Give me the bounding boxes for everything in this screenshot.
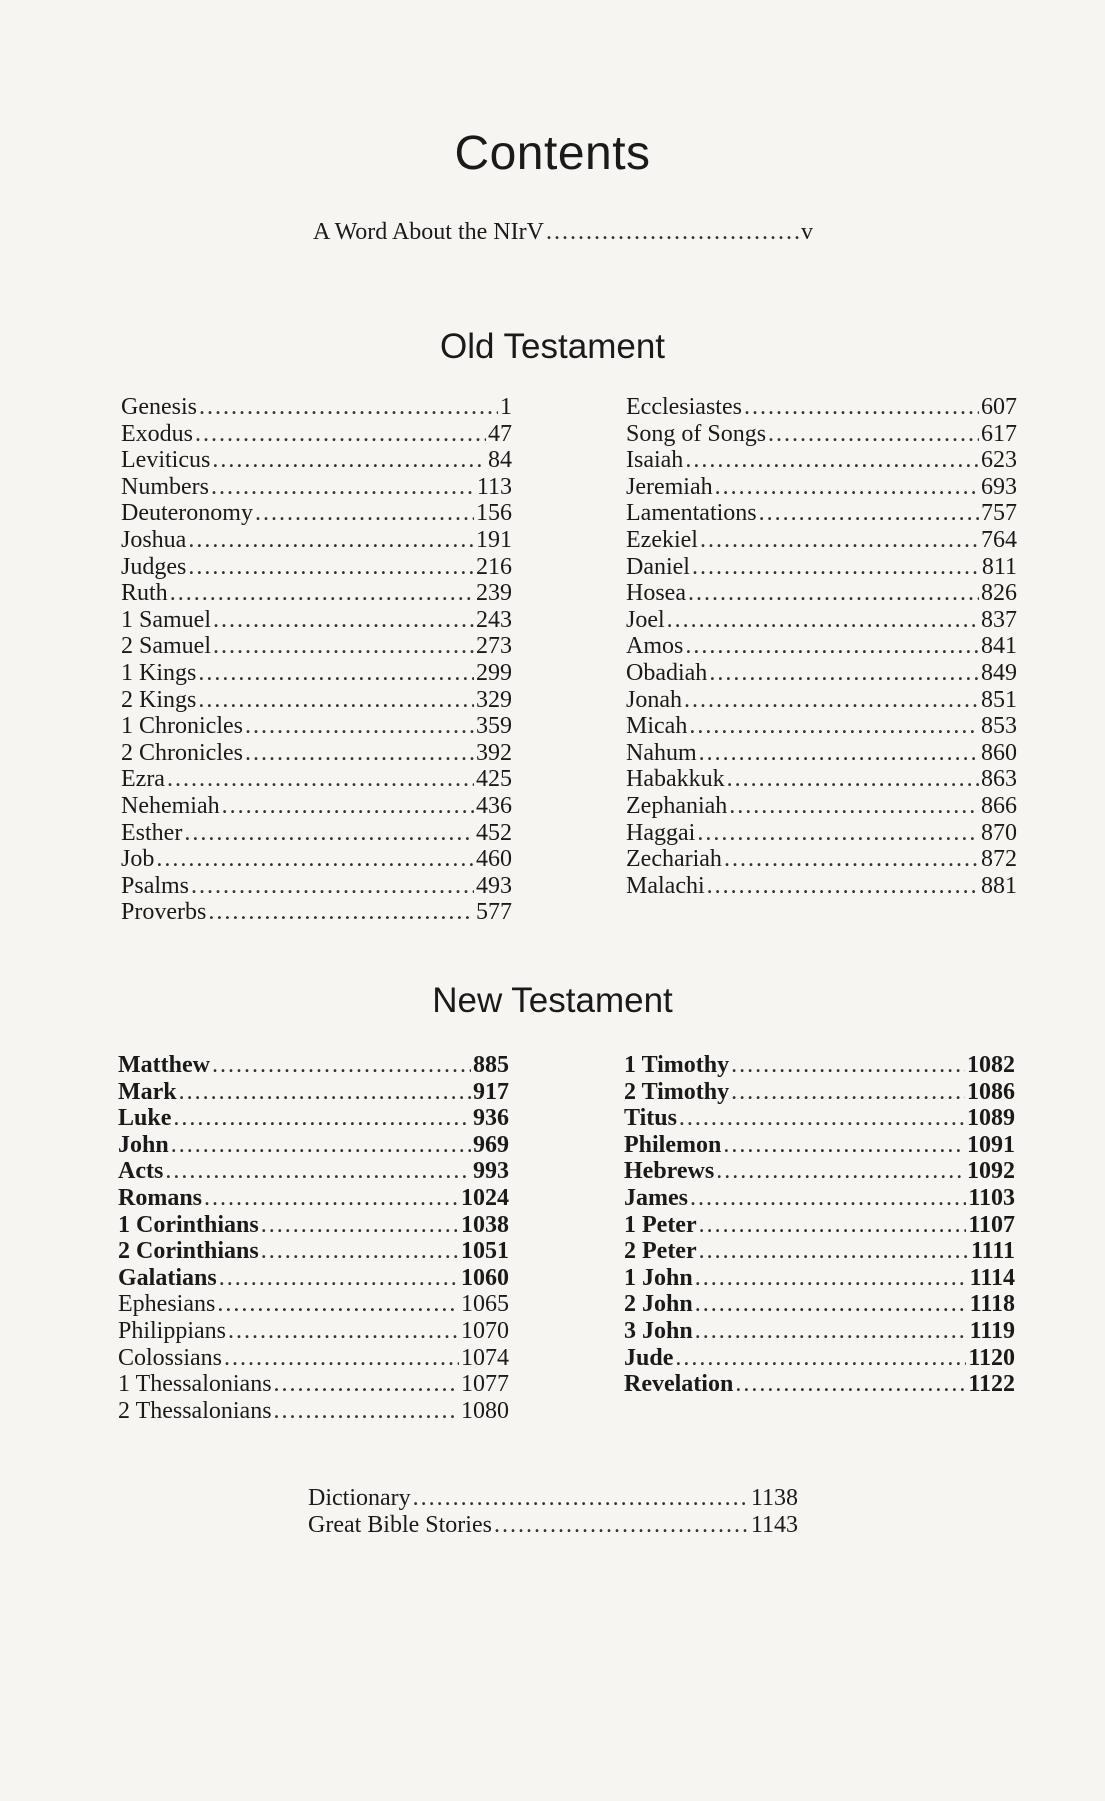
- toc-entry-name: Obadiah: [626, 659, 708, 686]
- toc-entry-name: 2 Chronicles: [121, 739, 243, 766]
- toc-entry[interactable]: [624, 1132, 1015, 1158]
- toc-leader-dots: [729, 793, 979, 819]
- toc-entry-page: 693: [981, 473, 1017, 500]
- toc-entry[interactable]: [118, 1291, 509, 1317]
- toc-entry[interactable]: [121, 713, 512, 739]
- toc-entry-page: 1051: [461, 1238, 509, 1265]
- toc-entry-page: 1077: [461, 1371, 509, 1398]
- toc-entry-name: 2 Thessalonians: [118, 1397, 272, 1424]
- toc-entry-name: Ephesians: [118, 1291, 216, 1318]
- toc-entry-name: 1 Corinthians: [118, 1211, 259, 1238]
- toc-leader-dots: [692, 554, 980, 580]
- toc-leader-dots: [204, 1185, 459, 1211]
- toc-entry-name: Leviticus: [121, 447, 211, 474]
- toc-entry[interactable]: [118, 1398, 509, 1424]
- toc-entry-page: 936: [473, 1105, 509, 1132]
- toc-entry[interactable]: [118, 1371, 509, 1397]
- toc-entry-name: Jonah: [626, 686, 682, 713]
- toc-entry-page: 239: [476, 580, 512, 607]
- toc-entry-name: 2 Kings: [121, 686, 197, 713]
- toc-entry-name: Titus: [624, 1105, 677, 1132]
- new-testament-left-column: [118, 1052, 509, 1424]
- toc-entry-page: 1114: [969, 1264, 1015, 1291]
- toc-entry[interactable]: [121, 554, 512, 580]
- toc-entry-name: 1 John: [624, 1264, 693, 1291]
- toc-entry-name: Judges: [121, 553, 187, 580]
- toc-entry-name: 2 Corinthians: [118, 1238, 259, 1265]
- toc-entry[interactable]: [626, 687, 1017, 713]
- toc-entry[interactable]: [121, 607, 512, 633]
- toc-entry-page: 841: [981, 633, 1017, 660]
- toc-entry-page: 1119: [969, 1317, 1015, 1344]
- toc-entry[interactable]: [626, 713, 1017, 739]
- toc-entry-name: Nehemiah: [121, 792, 220, 819]
- toc-entry-name: Zechariah: [626, 846, 722, 873]
- toc-leader-dots: [727, 766, 979, 792]
- toc-leader-dots: [208, 899, 474, 925]
- toc-leader-dots: [695, 1318, 968, 1344]
- toc-leader-dots: [699, 740, 979, 766]
- toc-entry-page: 577: [476, 899, 512, 926]
- toc-leader-dots: [255, 500, 474, 526]
- toc-entry[interactable]: [624, 1158, 1015, 1184]
- toc-entry-name: 2 Peter: [624, 1238, 697, 1265]
- toc-leader-dots: [735, 1371, 966, 1397]
- toc-leader-dots: [690, 1185, 966, 1211]
- toc-entry-page: 47: [488, 420, 512, 447]
- toc-entry-page: 1086: [967, 1078, 1015, 1105]
- toc-entry-page: 156: [476, 500, 512, 527]
- toc-leader-dots: [222, 793, 474, 819]
- toc-leader-dots: [245, 713, 474, 739]
- toc-entry-page: 113: [476, 473, 512, 500]
- toc-entry[interactable]: [624, 1318, 1015, 1344]
- toc-entry-page: 299: [476, 659, 512, 686]
- toc-entry-page: 993: [473, 1158, 509, 1185]
- toc-entry[interactable]: [626, 580, 1017, 606]
- toc-entry-name: Revelation: [624, 1371, 734, 1398]
- toc-entry-name: 1 Samuel: [121, 606, 211, 633]
- toc-entry-page: 425: [476, 766, 512, 793]
- toc-entry-page: 1091: [967, 1131, 1015, 1158]
- toc-leader-dots: [211, 474, 475, 500]
- toc-entry-name: 2 Timothy: [624, 1078, 730, 1105]
- toc-entry-dictionary[interactable]: [308, 1485, 798, 1511]
- toc-entry-name: Colossians: [118, 1344, 223, 1371]
- toc-entry[interactable]: [121, 394, 512, 420]
- toc-entry[interactable]: [626, 527, 1017, 553]
- new-testament-right-column: [624, 1052, 1015, 1398]
- toc-leader-dots: [173, 1105, 471, 1131]
- toc-entry-name: Zephaniah: [626, 792, 728, 819]
- toc-leader-dots: [715, 474, 979, 500]
- toc-leader-dots: [228, 1318, 459, 1344]
- toc-entry[interactable]: [118, 1132, 509, 1158]
- toc-leader-dots: [413, 1485, 749, 1511]
- toc-entry[interactable]: [121, 740, 512, 766]
- toc-entry[interactable]: [626, 793, 1017, 819]
- toc-entry[interactable]: [118, 1079, 509, 1105]
- toc-entry[interactable]: [118, 1052, 509, 1078]
- toc-entry[interactable]: [626, 766, 1017, 792]
- toc-entry-page: 863: [981, 766, 1017, 793]
- toc-entry-name: Numbers: [121, 473, 209, 500]
- toc-entry-page: 460: [476, 846, 512, 873]
- toc-leader-dots: [685, 447, 979, 473]
- toc-entry-name: John: [118, 1131, 169, 1158]
- toc-entry-page: 1089: [967, 1105, 1015, 1132]
- toc-entry-page: 493: [476, 872, 512, 899]
- toc-leader-dots: [261, 1238, 459, 1264]
- toc-leader-dots: [184, 820, 474, 846]
- toc-entry[interactable]: [121, 500, 512, 526]
- toc-entry-name: Hosea: [626, 580, 686, 607]
- toc-leader-dots: [667, 607, 979, 633]
- toc-entry[interactable]: [121, 687, 512, 713]
- toc-entry[interactable]: [626, 633, 1017, 659]
- toc-entry[interactable]: [121, 766, 512, 792]
- toc-entry[interactable]: [121, 633, 512, 659]
- toc-leader-dots: [695, 1291, 968, 1317]
- toc-leader-dots: [198, 660, 474, 686]
- toc-leader-dots: [156, 846, 474, 872]
- toc-entry[interactable]: [121, 899, 512, 925]
- toc-leader-dots: [707, 873, 979, 899]
- toc-entry-name: A Word About the NIrV: [313, 219, 544, 245]
- toc-entry[interactable]: [121, 846, 512, 872]
- toc-entry-page: 811: [981, 553, 1017, 580]
- toc-entry-name: 1 Peter: [624, 1211, 697, 1238]
- toc-entry-name: Galatians: [118, 1264, 217, 1291]
- toc-entry-name: Joshua: [121, 526, 187, 553]
- toc-entry-name: Great Bible Stories: [308, 1511, 492, 1538]
- toc-leader-dots: [188, 554, 474, 580]
- toc-entry[interactable]: [626, 500, 1017, 526]
- toc-entry-page: 273: [476, 633, 512, 660]
- toc-entry-intro[interactable]: [313, 219, 813, 245]
- toc-leader-dots: [212, 1052, 471, 1078]
- toc-leader-dots: [700, 527, 979, 553]
- toc-leader-dots: [716, 1158, 965, 1184]
- toc-entry[interactable]: [118, 1212, 509, 1238]
- toc-entry-page: 1074: [461, 1344, 509, 1371]
- toc-leader-dots: [274, 1371, 459, 1397]
- toc-entry-page: 617: [981, 420, 1017, 447]
- toc-entry[interactable]: [624, 1105, 1015, 1131]
- toc-entry-name: Dictionary: [308, 1485, 411, 1511]
- toc-leader-dots: [759, 500, 979, 526]
- toc-entry-page: 1038: [461, 1211, 509, 1238]
- toc-entry-page: 837: [981, 606, 1017, 633]
- toc-entry-name: Luke: [118, 1105, 172, 1132]
- toc-entry[interactable]: [626, 421, 1017, 447]
- toc-leader-dots: [697, 820, 979, 846]
- toc-leader-dots: [199, 394, 498, 420]
- page-title: Contents: [454, 127, 651, 180]
- toc-leader-dots: [685, 633, 979, 659]
- toc-entry-name: Hebrews: [624, 1158, 715, 1185]
- toc-entry-page: 1120: [968, 1344, 1015, 1371]
- toc-entry-name: Haggai: [626, 819, 696, 846]
- toc-leader-dots: [709, 660, 979, 686]
- toc-entry-page: 607: [981, 394, 1017, 420]
- toc-leader-dots: [171, 1132, 471, 1158]
- toc-entry-page: 1122: [968, 1371, 1015, 1398]
- toc-entry[interactable]: [624, 1265, 1015, 1291]
- toc-entry-page: 1107: [968, 1211, 1015, 1238]
- toc-entry[interactable]: [121, 527, 512, 553]
- toc-entry-name: Romans: [118, 1184, 203, 1211]
- toc-leader-dots: [731, 1079, 965, 1105]
- toc-entry[interactable]: [626, 740, 1017, 766]
- toc-entry-page: 860: [981, 739, 1017, 766]
- toc-entry-page: 851: [981, 686, 1017, 713]
- toc-leader-dots: [546, 219, 799, 245]
- toc-entry[interactable]: [626, 846, 1017, 872]
- toc-entry-name: Nahum: [626, 739, 697, 766]
- toc-entry[interactable]: [624, 1371, 1015, 1397]
- toc-entry-name: Daniel: [626, 553, 690, 580]
- toc-entry-page: 359: [476, 713, 512, 740]
- toc-entry-page: 329: [476, 686, 512, 713]
- old-testament-heading: Old Testament: [439, 327, 666, 366]
- toc-entry-name: Acts: [118, 1158, 164, 1185]
- old-testament-right-column: [626, 394, 1017, 899]
- toc-entry[interactable]: [626, 447, 1017, 473]
- toc-entry-name: Job: [121, 846, 155, 873]
- toc-entry-name: 1 Kings: [121, 659, 197, 686]
- toc-entry-name: 2 Samuel: [121, 633, 211, 660]
- toc-leader-dots: [731, 1052, 965, 1078]
- toc-entry-page: 392: [476, 739, 512, 766]
- toc-entry-name: Jeremiah: [626, 473, 713, 500]
- toc-leader-dots: [699, 1212, 967, 1238]
- toc-entry-name: Genesis: [121, 394, 197, 420]
- toc-entry-page: 866: [981, 792, 1017, 819]
- toc-leader-dots: [213, 607, 474, 633]
- toc-entry-page: 853: [981, 713, 1017, 740]
- toc-entry[interactable]: [624, 1238, 1015, 1264]
- toc-entry[interactable]: [121, 820, 512, 846]
- toc-entry-page: 1065: [461, 1291, 509, 1318]
- toc-leader-dots: [213, 633, 474, 659]
- toc-leader-dots: [768, 421, 979, 447]
- toc-entry-page: 969: [473, 1131, 509, 1158]
- toc-entry-page: 623: [981, 447, 1017, 474]
- toc-entry[interactable]: [118, 1185, 509, 1211]
- toc-entry[interactable]: [121, 580, 512, 606]
- toc-leader-dots: [219, 1265, 459, 1291]
- toc-entry-page: 849: [981, 659, 1017, 686]
- toc-entry-page: v: [801, 219, 813, 245]
- toc-entry-page: 1082: [967, 1052, 1015, 1078]
- toc-entry-page: 452: [476, 819, 512, 846]
- toc-entry-page: 826: [981, 580, 1017, 607]
- toc-entry-page: 436: [476, 792, 512, 819]
- toc-entry-name: Ecclesiastes: [626, 394, 742, 420]
- toc-entry[interactable]: [624, 1052, 1015, 1078]
- toc-entry-name: Deuteronomy: [121, 500, 253, 527]
- toc-entry-name: Ezekiel: [626, 526, 698, 553]
- toc-entry[interactable]: [626, 820, 1017, 846]
- toc-entry-page: 1: [500, 394, 512, 420]
- toc-leader-dots: [744, 394, 979, 420]
- toc-entry-name: 1 Timothy: [624, 1052, 730, 1078]
- toc-entry-page: 1024: [461, 1184, 509, 1211]
- toc-entry-page: 1138: [750, 1485, 798, 1511]
- toc-entry-name: 3 John: [624, 1317, 693, 1344]
- toc-entry[interactable]: [624, 1291, 1015, 1317]
- toc-leader-dots: [274, 1398, 459, 1424]
- toc-entry[interactable]: [624, 1345, 1015, 1371]
- toc-leader-dots: [170, 580, 474, 606]
- toc-entry[interactable]: [626, 474, 1017, 500]
- back-matter: [308, 1485, 798, 1538]
- toc-entry-name: 1 Thessalonians: [118, 1371, 272, 1398]
- toc-entry[interactable]: [121, 660, 512, 686]
- toc-entry-name: Esther: [121, 819, 183, 846]
- toc-entry[interactable]: [624, 1079, 1015, 1105]
- toc-entry[interactable]: [624, 1212, 1015, 1238]
- toc-leader-dots: [217, 1291, 459, 1317]
- toc-leader-dots: [688, 580, 979, 606]
- toc-leader-dots: [699, 1238, 969, 1264]
- toc-entry-page: 216: [476, 553, 512, 580]
- toc-entry-name: Lamentations: [626, 500, 757, 527]
- toc-entry[interactable]: [626, 660, 1017, 686]
- toc-entry-page: 1103: [968, 1184, 1015, 1211]
- toc-entry-name: 1 Chronicles: [121, 713, 243, 740]
- old-testament-left-column: [121, 394, 512, 926]
- toc-leader-dots: [723, 1132, 965, 1158]
- toc-entry[interactable]: [626, 554, 1017, 580]
- toc-entry[interactable]: [121, 793, 512, 819]
- toc-entry-page: 872: [981, 846, 1017, 873]
- toc-entry-page: 1118: [969, 1291, 1015, 1318]
- toc-leader-dots: [212, 447, 486, 473]
- toc-entry-name: Habakkuk: [626, 766, 725, 793]
- toc-entry-name: Joel: [626, 606, 665, 633]
- toc-entry-name: Proverbs: [121, 899, 207, 926]
- toc-entry-name: Jude: [624, 1344, 674, 1371]
- toc-entry-name: Ezra: [121, 766, 165, 793]
- toc-entry-page: 84: [488, 447, 512, 474]
- toc-entry-page: 1070: [461, 1317, 509, 1344]
- toc-entry-name: Exodus: [121, 420, 193, 447]
- toc-leader-dots: [689, 713, 979, 739]
- toc-entry-page: 870: [981, 819, 1017, 846]
- toc-entry-name: Song of Songs: [626, 420, 767, 447]
- toc-entry[interactable]: [624, 1185, 1015, 1211]
- toc-entry[interactable]: [118, 1105, 509, 1131]
- toc-entry[interactable]: [121, 873, 512, 899]
- toc-entry-page: 1060: [461, 1264, 509, 1291]
- toc-leader-dots: [224, 1345, 459, 1371]
- toc-leader-dots: [695, 1265, 968, 1291]
- toc-entry-name: Matthew: [118, 1052, 210, 1078]
- toc-leader-dots: [179, 1079, 471, 1105]
- toc-entry-name: Philemon: [624, 1131, 722, 1158]
- new-testament-heading: New Testament: [432, 981, 673, 1020]
- toc-leader-dots: [167, 766, 474, 792]
- toc-entry[interactable]: [121, 421, 512, 447]
- toc-leader-dots: [494, 1512, 749, 1538]
- toc-entry[interactable]: [626, 607, 1017, 633]
- toc-leader-dots: [191, 873, 474, 899]
- toc-entry-name: Amos: [626, 633, 684, 660]
- toc-leader-dots: [675, 1345, 966, 1371]
- toc-entry-name: Psalms: [121, 872, 190, 899]
- toc-leader-dots: [188, 527, 474, 553]
- toc-entry[interactable]: [121, 474, 512, 500]
- toc-entry-page: 1143: [750, 1511, 798, 1538]
- toc-leader-dots: [724, 846, 979, 872]
- toc-entry-page: 917: [473, 1078, 509, 1105]
- toc-entry-page: 885: [473, 1052, 509, 1078]
- toc-entry[interactable]: [118, 1318, 509, 1344]
- toc-leader-dots: [198, 687, 474, 713]
- toc-entry[interactable]: [118, 1265, 509, 1291]
- toc-entry-page: 757: [981, 500, 1017, 527]
- toc-entry-page: 1092: [967, 1158, 1015, 1185]
- toc-entry-name: 2 John: [624, 1291, 693, 1318]
- toc-entry[interactable]: [626, 394, 1017, 420]
- toc-entry[interactable]: [626, 873, 1017, 899]
- toc-leader-dots: [245, 740, 474, 766]
- toc-entry[interactable]: [121, 447, 512, 473]
- toc-entry-name: Ruth: [121, 580, 168, 607]
- toc-leader-dots: [165, 1158, 471, 1184]
- toc-entry-name: Micah: [626, 713, 688, 740]
- toc-leader-dots: [684, 687, 979, 713]
- toc-entry-page: 1111: [970, 1238, 1015, 1265]
- toc-entry-page: 881: [981, 872, 1017, 899]
- toc-leader-dots: [195, 421, 486, 447]
- toc-entry-name: Malachi: [626, 872, 705, 899]
- toc-entry-page: 243: [476, 606, 512, 633]
- toc-entry[interactable]: [118, 1345, 509, 1371]
- toc-entry-page: 191: [476, 526, 512, 553]
- toc-entry-page: 1080: [461, 1397, 509, 1424]
- toc-entry-name: James: [624, 1184, 688, 1211]
- toc-entry[interactable]: [118, 1238, 509, 1264]
- toc-entry-name: Philippians: [118, 1317, 227, 1344]
- toc-leader-dots: [679, 1105, 965, 1131]
- toc-leader-dots: [261, 1212, 459, 1238]
- toc-entry-name: Isaiah: [626, 447, 684, 474]
- toc-entry[interactable]: [118, 1158, 509, 1184]
- toc-entry-page: 764: [981, 526, 1017, 553]
- toc-entry-name: Mark: [118, 1078, 177, 1105]
- toc-entry-great-bible-stories[interactable]: [308, 1512, 798, 1538]
